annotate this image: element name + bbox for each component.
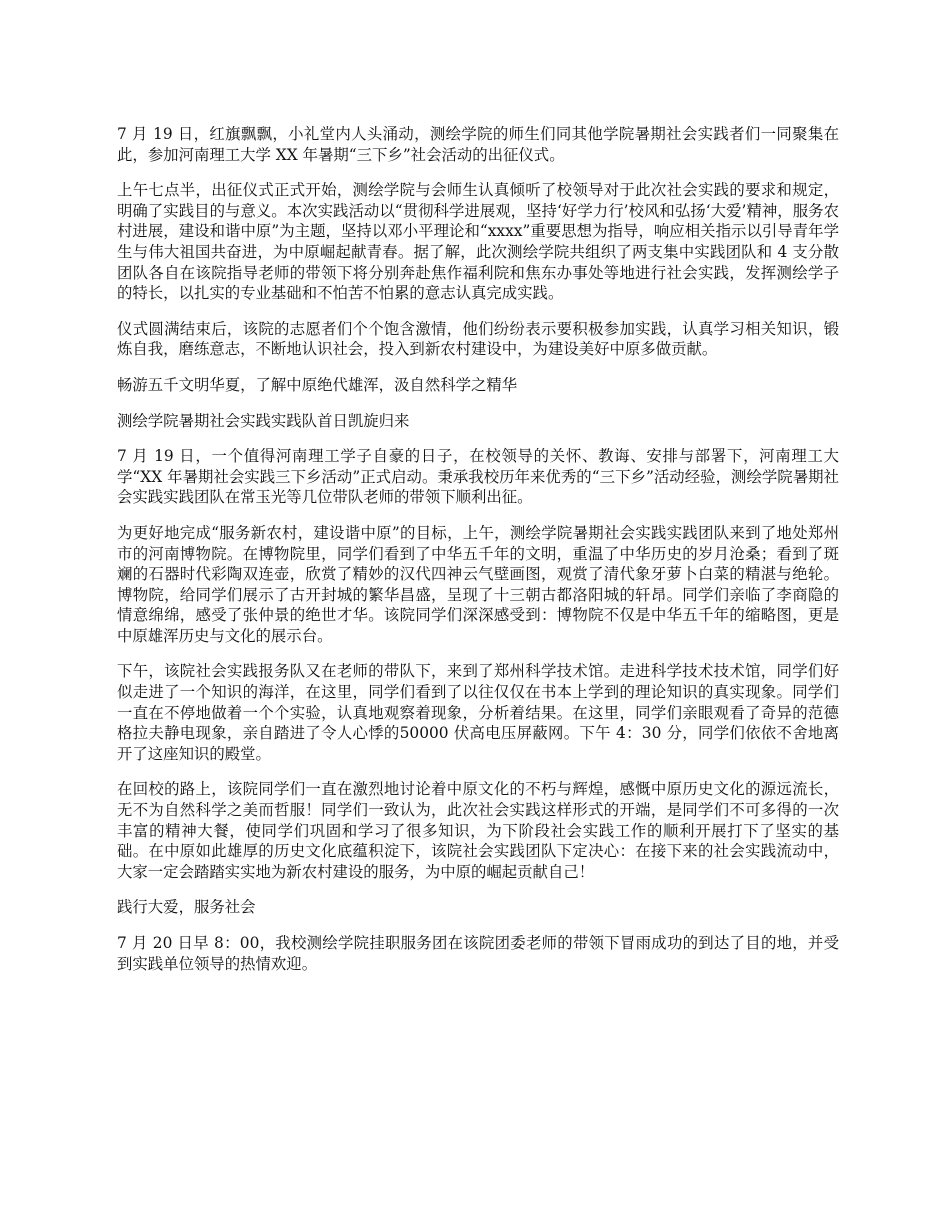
paragraph-launch: 7 月 19 日，一个值得河南理工学子自豪的日子，在校领导的关怀、教诲、安排与部署下，河南理工大学“XX 年暑期社会实践三下乡活动”正式启动。秉承我校历年来优秀的“三下乡”活动经验，测绘学院暑期社会实践实践团队在常玉光等几位带队老师的带领下顺利出征。 bbox=[117, 447, 839, 507]
paragraph-return-trip: 在回校的路上，该院同学们一直在激烈地讨论着中原文化的不朽与辉煌，感慨中原历史文化的源远流长，无不为自然科学之美而哲服！同学们一致认为，此次社会实践这样形式的开端，是同学们不可多得的一次丰富的精神大餐，使同学们巩固和学习了很多知识，为下阶段社会实践工作的顺利开展打下了坚实的基础。在中原如此雄厚的历史文化底蕴积淀下，该院社会实践团队下定决心：在接下来的社会实践流动中，大家一定会踏踏实实地为新农村建设的服务，为中原的崛起贡献自己！ bbox=[117, 780, 839, 881]
paragraph-science-museum: 下午，该院社会实践报务队又在老师的带队下，来到了郑州科学技术馆。走进科学技术技术馆，同学们好似走进了一个知识的海洋，在这里，同学们看到了以往仅仅在书本上学到的理论知识的真实现象。同学们一直在不停地做着一个个实验，认真地观察着现象，分析着结果。在这里，同学们亲眼观看了奇异的范德格拉夫静电现象，亲自踏进了令人心悸的50000 伏高电压屏蔽网。下午 4：30 分，同学们依依不舍地离开了这座知识的殿堂。 bbox=[117, 662, 839, 763]
paragraph-museum: 为更好地完成“服务新农村，建设谐中原”的目标，上午，测绘学院暑期社会实践实践团队来到了地处郑州市的河南博物院。在博物院里，同学们看到了中华五千年的文明，重温了中华历史的岁月沧桑；看到了斑斓的石器时代彩陶双连壶，欣赏了精妙的汉代四神云气壁画图，观赏了清代象牙萝卜白菜的精湛与绝轮。博物院，给同学们展示了古开封城的繁华昌盛，呈现了十三朝古都洛阳城的轩昂。同学们亲临了李商隐的情意绵绵，感受了张仲景的绝世才华。该院同学们深深感受到：博物院不仅是中华五千年的缩略图，更是中原雄浑历史与文化的展示台。 bbox=[117, 523, 839, 645]
paragraph-arrival: 7 月 20 日早 8：00，我校测绘学院挂职服务团在该院团委老师的带领下冒雨成功的到达了目的地，并受到实践单位领导的热情欢迎。 bbox=[117, 934, 839, 973]
section-heading-first-day: 测绘学院暑期社会实践实践队首日凯旋归来 bbox=[117, 411, 410, 430]
paragraph-volunteers: 仪式圆满结束后，该院的志愿者们个个饱含激情，他们纷纷表示要积极参加实践，认真学习相关知识，锻炼自我，磨练意志，不断地认识社会，投入到新农村建设中，为建设美好中原多做贡献。 bbox=[117, 319, 839, 359]
document-page bbox=[117, 124, 839, 989]
section-heading-service: 践行大爱，服务社会 bbox=[117, 898, 256, 917]
paragraph-ceremony-details: 上午七点半，出征仪式正式开始，测绘学院与会师生认真倾听了校领导对于此次社会实践的要求和规定，明确了实践目的与意义。本次实践活动以“贯彻科学进展观，坚持‘好学力行’校风和弘扬‘大爱’精神，服务农村进展，建设和谐中原”为主题，坚持以邓小平理论和“xxxx”重要思想为指导，响应相关指示以引导青年学生与伟大祖国共奋进，为中原崛起献青春。据了解，此次测绘学院共组织了两支集中实践团队和 4 支分散团队各自在该院指导老师的带领下将分别奔赴焦作福利院和焦东办事处等地进行社会实践，发挥测绘学子的特长，以扎实的专业基础和不怕苦不怕累的意志认真完成实践。 bbox=[117, 181, 839, 303]
paragraph-ceremony-intro: 7 月 19 日，红旗飘飘，小礼堂内人头涌动，测绘学院的师生们同其他学院暑期社会实践者们一同聚集在此，参加河南理工大学 XX 年暑期“三下乡”社会活动的出征仪式。 bbox=[117, 125, 839, 164]
section-heading-culture: 畅游五千文明华夏，了解中原绝代雄浑，汲自然科学之精华 bbox=[117, 375, 518, 394]
